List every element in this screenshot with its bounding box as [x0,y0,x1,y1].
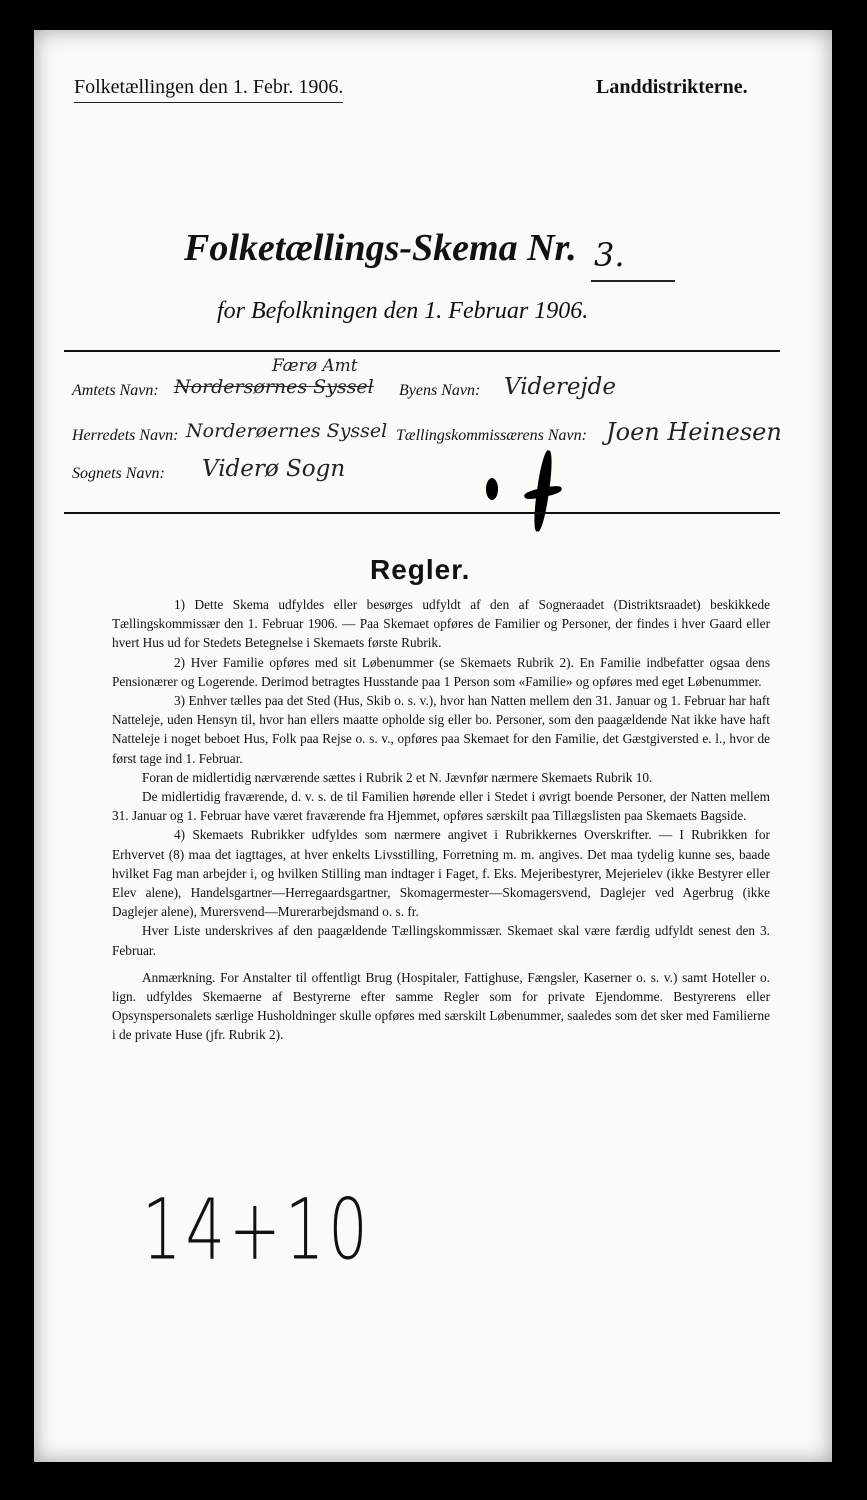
rule-paragraph: 4) Skemaets Rubrikker udfyldes som nærmere angivet i Rubrikkernes Overskrifter. — I Rubrikken for Erhvervet (8) maa det iagttages, at hver enkelts Livsstilling, Forretning m. m. angives. Det maa tydelig kunne ses, baade hvilket Fag man arbejder i, og hvilken Stilling man indtager i Faget, f. Eks. Mejeribestyrer, Mejerielev (ikke Bestyrer eller Elev alene), Handelsgartner—Herregaardsgartner, Skomagermester—Skomagersvend, Daglejer ved Agerbrug (ikke Daglejer alene), Murersvend—Murerarbejdsmand o. s. fr. [112,827,770,920]
rules-text [112,595,770,1045]
form-title: Folketællings-Skema Nr. [184,227,577,269]
herred-value: Norderøernes Syssel [186,420,388,442]
herred-label: Herredets Navn: [72,427,179,444]
by-value: Viderejde [504,374,616,400]
rule-paragraph: De midlertidig fraværende, d. v. s. de til Familien hørende eller i Stedet i øvrigt boende Personer, der Natten mellem 31. Januar og 1. Februar have været fraværende fra Hjemmet, opføres særskilt paa Tillægslisten paa Skemaets Bagside. [112,789,770,824]
ink-blot [486,478,498,500]
handwritten-count: 14+10 [142,1180,372,1279]
rule-paragraph: Hver Liste underskrives af den paagældende Tællingskommissær. Skemaet skal være færdig udfyldt senest den 3. Februar. [112,923,770,958]
by-label: Byens Navn: [399,382,481,399]
census-form-page [34,30,832,1462]
rule-paragraph: Foran de midlertidig nærværende sættes i Rubrik 2 et N. Jævnfør nærmere Skemaets Rubrik 10. [142,769,653,785]
form-subtitle: for Befolkningen den 1. Februar 1906. [217,298,589,324]
amt-value-struck: Nordersørnes Syssel [174,376,374,398]
schema-number: 3. [594,236,625,274]
top-rule [64,350,780,352]
schema-number-line [591,280,675,282]
note-paragraph: Anmærkning. For Anstalter til offentligt Brug (Hospitaler, Fattighuse, Fængsler, Kaserner o. s. v.) samt Hoteller o. lign. udfyldes Skemaerne af Bestyrerne efter samme Regler som for private Ejendomme. Bestyrerens eller Opsynspersonalets særlige Husholdninger skulle opføres med særskilt Løbenummer, saaledes som det sker med Familierne i de private Huse (jfr. Rubrik 2). [112,969,770,1043]
rules-heading: Regler. [370,554,471,585]
rule-paragraph: 3) Enhver tælles paa det Sted (Hus, Skib o. s. v.), hvor han Natten mellem den 31. Januar og 1. Februar har haft Natteleje, uden Hensyn til, hvor han ellers maatte opholde sig eller bo. Personer, som den paagældende Nat ikke have haft Natteleje i noget beboet Hus, Folk paa Rejse o. s. v., opføres paa Skemaet for den Familie, det Gæstgiversted e. l., hvor de først tage ind 1. Februar. [112,693,770,766]
amt-correction: Færø Amt [272,356,358,376]
form-header-district: Landdistrikterne. [596,76,748,98]
amt-label: Amtets Navn: [72,382,159,399]
sogn-label: Sognets Navn: [72,465,165,482]
header-underline [74,102,343,103]
bottom-rule [64,512,780,514]
rule-paragraph: 1) Dette Skema udfyldes eller besørges udfyldt af den af Sogneraadet (Distriktsraadet) beskikkede Tællingskommissær den 1. Februar 1906. — Paa Skemaet opføres de Familier og Personer, der findes i hver Gaard eller hvert Hus ud for Stedets Betegnelse i Skemaets første Rubrik. [112,597,770,651]
sogn-value: Viderø Sogn [202,456,346,482]
form-header-date: Folketællingen den 1. Febr. 1906. [74,76,343,99]
kommissaer-label: Tællingskommissærens Navn: [396,427,587,444]
kommissaer-value: Joen Heinesen [606,418,782,446]
rule-paragraph: 2) Hver Familie opføres med sit Løbenummer (se Skemaets Rubrik 2). En Familie indbefatter ogsaa dens Pensionærer og Logerende. Derimod betragtes Husstande paa 1 Person som «Familie» og opføres med eget Løbenummer. [112,654,770,689]
